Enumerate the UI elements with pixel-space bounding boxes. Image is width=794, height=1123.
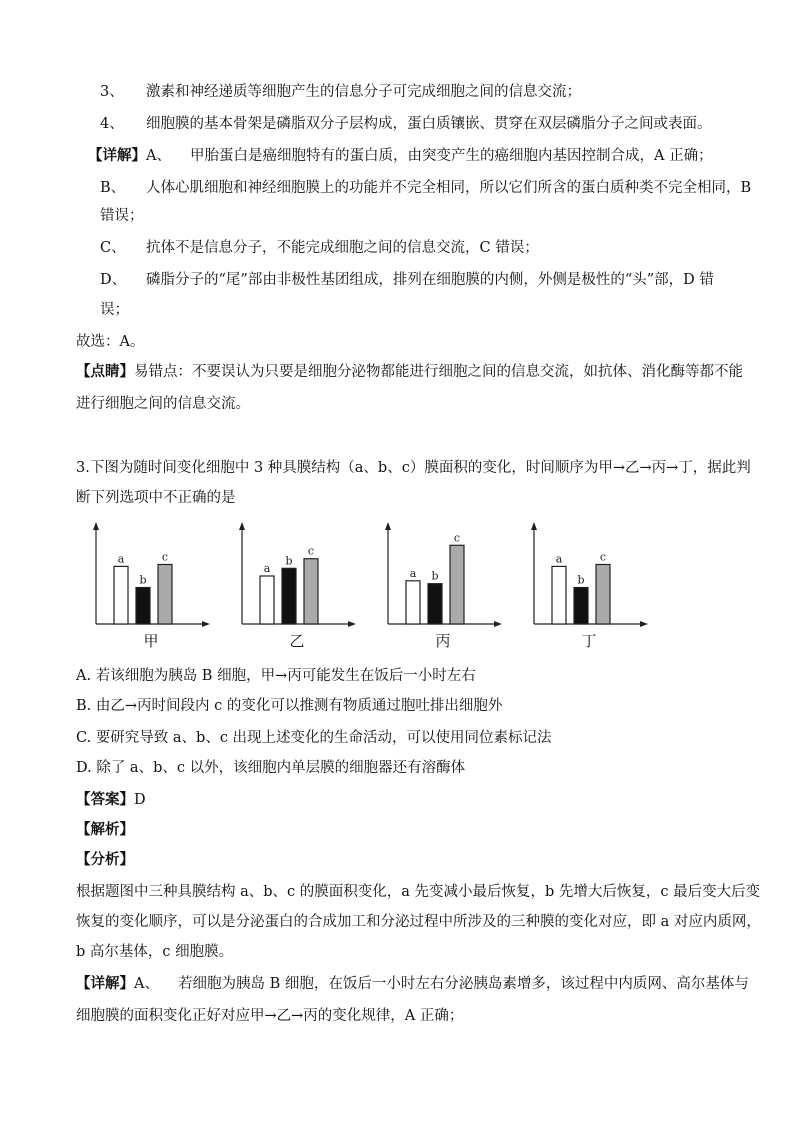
bar-label-a: a [263,562,271,575]
item-number: C、 [100,240,126,256]
line-text: 故选：A。 [76,334,145,350]
section-tag: 【答案】 [76,791,134,808]
bar-label-a: a [555,552,563,566]
text-line [76,332,734,352]
bar-chart-figure [86,520,726,650]
line-text: 人体心肌细胞和神经细胞膜上的功能并不完全相同，所以它们所含的蛋白质种类不完全相同，B [146,180,752,196]
bar-label-c: c [599,550,607,564]
line-text: b 高尔基体，c 细胞膜。 [76,944,234,960]
x-axis-arrow [202,621,210,627]
line-text: A. 若该细胞为胰岛 B 细胞，甲→丙可能发生在饭后一小时左右 [76,668,476,684]
text-line [76,300,734,320]
line-text: 细胞膜的基本骨架是磷脂双分子层构成，蛋白质镶嵌、贯穿在双层磷脂分子之间或表面。 [146,116,712,132]
text-line [76,206,734,226]
panel-label: 丙 [435,632,451,650]
bar-b [136,588,150,624]
line-text: 3.下图为随时间变化细胞中 3 种具膜结构（a、b、c）膜面积的变化，时间顺序为甲→乙→丙→丁，据此判 [76,460,751,476]
bar-c [450,545,464,624]
bar-label-b: b [577,573,585,587]
bar-label-c: c [453,531,461,545]
text-line [76,394,734,414]
bar-b [574,588,588,624]
section-tag: 【解析】 [76,821,134,838]
item-number: B、 [100,180,126,196]
item-number: A、 [134,976,159,992]
bar-charts-svg [86,520,726,650]
text-line [76,882,761,902]
item-number: 4、 [100,116,124,132]
bar-label-a: a [117,552,125,566]
y-axis-arrow [93,522,99,530]
text-line [76,1006,734,1026]
analysis-heading [76,820,734,840]
y-axis-arrow [239,522,245,530]
bar-c [158,564,172,624]
line-text: 甲胎蛋白是癌细胞特有的蛋白质，由突变产生的癌细胞内基因控制合成，A 正确； [190,148,713,164]
line-text: 断下列选项中不正确的是 [76,490,236,506]
line-text: 误； [100,302,129,318]
item-number: D、 [100,272,127,288]
bar-a [114,566,128,624]
text-line [76,362,743,382]
line-text: B. 由乙→丙时间段内 c 的变化可以推测有物质通过胞吐排出细胞外 [76,698,503,714]
bar-c [304,559,318,624]
line-text: 激素和神经递质等细胞产生的信息分子可完成细胞之间的信息交流； [146,84,581,100]
bar-label-b: b [285,554,293,568]
section-tag: 【详解】 [88,147,146,164]
line-text: 进行细胞之间的信息交流。 [76,396,250,412]
line-text: 磷脂分子的“尾”部由非极性基团组成，排列在细胞膜的内侧，外侧是极性的“头”部，D 错 [146,272,714,288]
line-text: 细胞膜的面积变化正好对应甲→乙→丙的变化规律，A 正确； [76,1008,464,1024]
y-axis-arrow [385,522,391,530]
question-stem [76,488,734,508]
text-line [76,178,752,198]
bar-a [406,581,420,624]
bar-label-b: b [431,569,439,583]
item-number: A、 [146,148,171,164]
option-d [76,758,734,778]
panel-label: 乙 [289,632,305,650]
bar-label-c: c [161,550,169,564]
text-line [76,942,734,962]
subheading [76,850,734,870]
line-text: C. 要研究导致 a、b、c 出现上述变化的生命活动，可以使用同位素标记法 [76,730,552,746]
text-line [76,114,734,134]
line-text: 易错点：不要误认为只要是细胞分泌物都能进行细胞之间的信息交流，如抗体、消化酶等都不能 [134,364,743,380]
answer-line [76,790,734,810]
text-line [76,974,749,994]
panel-label: 甲 [143,632,159,650]
text-line [76,238,734,258]
bar-a [260,576,274,624]
line-text: 恢复的变化顺序，可以是分泌蛋白的合成加工和分泌过程中所涉及的三种膜的变化对应，即 a 对应内质网， [76,914,761,930]
text-line [76,82,734,102]
line-text: 若细胞为胰岛 B 细胞，在饭后一小时左右分泌胰岛素增多，该过程中内质网、高尔基体与 [178,976,749,992]
text-line [76,912,761,932]
bar-b [282,568,296,624]
x-axis-arrow [494,621,502,627]
option-c [76,728,734,748]
option-a [76,666,734,686]
line-text: 抗体不是信息分子，不能完成细胞之间的信息交流，C 错误； [146,240,539,256]
bar-label-a: a [409,566,417,580]
line-text: 根据题图中三种具膜结构 a、b、c 的膜面积变化，a 先变减小最后恢复，b 先增大后恢复，c 最后变大后变 [76,884,761,900]
bar-label-b: b [139,573,147,587]
item-number: 3、 [100,84,124,100]
panel-label: 丁 [581,632,597,650]
bar-b [428,584,442,624]
y-axis-arrow [531,522,537,530]
section-tag: 【详解】 [76,975,134,992]
section-tag: 【点睛】 [76,363,134,380]
bar-a [552,566,566,624]
bar-label-c: c [307,544,315,558]
text-line [76,146,734,166]
text-line [76,270,734,290]
section-tag: 【分析】 [76,851,134,868]
x-axis-arrow [348,621,356,627]
option-b [76,696,734,716]
x-axis-arrow [640,621,648,627]
line-text: D. 除了 a、b、c 以外，该细胞内单层膜的细胞器还有溶酶体 [76,760,466,776]
question-stem [76,458,751,478]
answer-value: D [134,792,146,808]
bar-c [596,564,610,624]
line-text: 错误； [100,208,144,224]
